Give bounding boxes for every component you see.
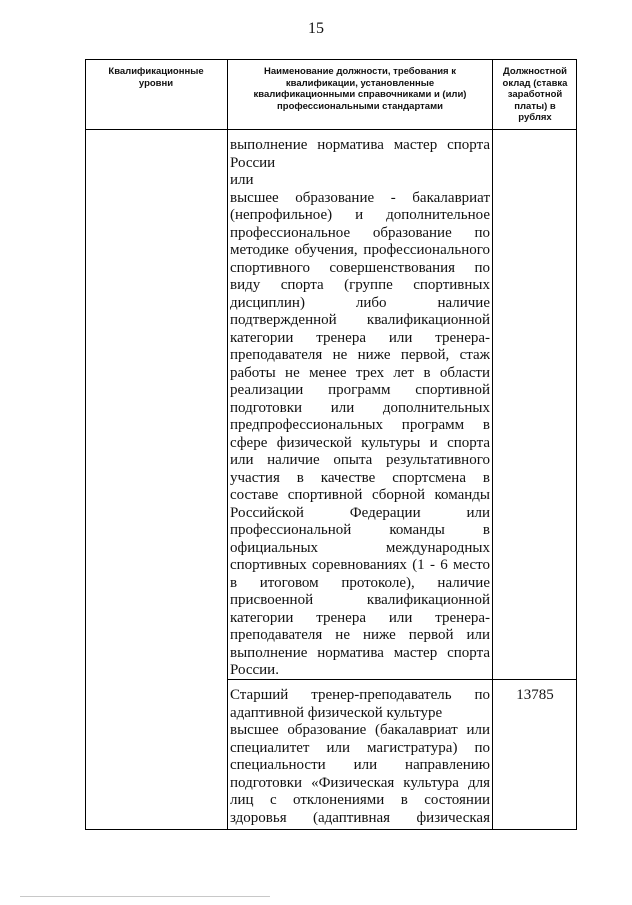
header-text-line: заработной — [507, 89, 563, 100]
header-text-line: оклад (ставка — [502, 77, 568, 89]
text-line: выполнение норматива мастер спорта — [230, 137, 490, 153]
text-line: реализации программ спортивной — [230, 382, 490, 398]
header-text-line: рублях — [518, 112, 552, 123]
footer-rule — [20, 896, 270, 897]
text-line: работы не менее трех лет в области — [230, 364, 490, 381]
text-line: предпрофессиональных программ в — [230, 417, 490, 433]
text-line: виду спорта (группе спортивных — [230, 277, 490, 293]
header-salary — [494, 66, 576, 124]
row2-salary: 13785 — [516, 687, 554, 703]
text-line: подготовки или дополнительных — [230, 399, 490, 416]
text-line: или наличие опыта результативного — [230, 452, 490, 468]
header-text-line: профессиональными стандартами — [277, 100, 443, 112]
header-text-line: Квалификационные — [108, 66, 204, 77]
text-line: дисциплин) либо наличие — [230, 294, 490, 311]
text-line: профессиональное образование по — [230, 224, 490, 241]
header-text-line: Должностной — [503, 66, 567, 77]
text-line: высшее образование (бакалавриат или — [230, 722, 490, 738]
text-line: России. — [230, 662, 279, 678]
row1-requirements-text — [230, 137, 490, 680]
text-line: адаптивной физической культуре — [230, 704, 443, 721]
column-divider-1 — [227, 59, 228, 830]
text-line: спортивных соревнованиях (1 - 6 место — [230, 557, 490, 573]
text-line: (непрофильное) и дополнительное — [230, 207, 490, 223]
text-line: или — [230, 172, 254, 188]
header-text-line: квалификационными справочниками и (или) — [253, 89, 467, 100]
text-line: категории тренера или тренера- — [230, 329, 490, 346]
text-line: категории тренера или тренера- — [230, 609, 490, 626]
text-line: составе спортивной сборной команды — [230, 487, 490, 503]
table-left-border — [85, 59, 86, 830]
text-line: лиц с отклонениями в состоянии — [230, 792, 490, 808]
header-bottom-border — [85, 129, 577, 130]
text-line: участия в качестве спортсмена в — [230, 469, 490, 486]
text-line: методике обучения, профессионального — [230, 242, 490, 258]
text-line: подготовки «Физическая культура для — [230, 774, 490, 791]
text-line: выполнение норматива мастер спорта — [230, 644, 490, 661]
page-number: 15 — [308, 20, 324, 37]
text-line: присвоенной квалификационной — [230, 592, 490, 608]
text-line: преподавателя не ниже первой, стаж — [230, 347, 490, 363]
text-line: официальных международных — [230, 539, 490, 556]
table-top-border — [85, 59, 577, 60]
text-line: здоровья (адаптивная физическая — [230, 809, 490, 826]
header-text-line: платы) в — [514, 100, 556, 112]
header-qualification-levels — [87, 66, 225, 89]
text-line: специалитет или магистратура) по — [230, 739, 490, 756]
text-line: высшее образование - бакалавриат — [230, 189, 490, 206]
header-position-requirements — [229, 66, 491, 112]
text-line: России — [230, 154, 276, 171]
text-line: сфере физической культуры и спорта — [230, 434, 490, 451]
table-bottom-border — [85, 829, 577, 830]
header-text-line: уровни — [138, 77, 174, 89]
row2-requirements-text — [230, 687, 490, 827]
text-line: Российской Федерации или — [230, 504, 490, 521]
text-line: преподавателя не ниже первой или — [230, 627, 490, 643]
text-line: профессиональной команды в — [230, 522, 490, 538]
text-line: в итоговом протоколе), наличие — [230, 574, 490, 591]
text-line: спортивного совершенствования по — [230, 259, 490, 276]
column-divider-2 — [492, 59, 493, 830]
header-text-line: квалификации, установленные — [285, 77, 435, 89]
text-line: подтвержденной квалификационной — [230, 312, 490, 328]
table-right-border — [576, 59, 577, 830]
text-line: специальности или направлению — [230, 757, 490, 773]
text-line: Старший тренер-преподаватель по — [230, 687, 490, 703]
header-text-line: Наименование должности, требования к — [264, 66, 456, 77]
